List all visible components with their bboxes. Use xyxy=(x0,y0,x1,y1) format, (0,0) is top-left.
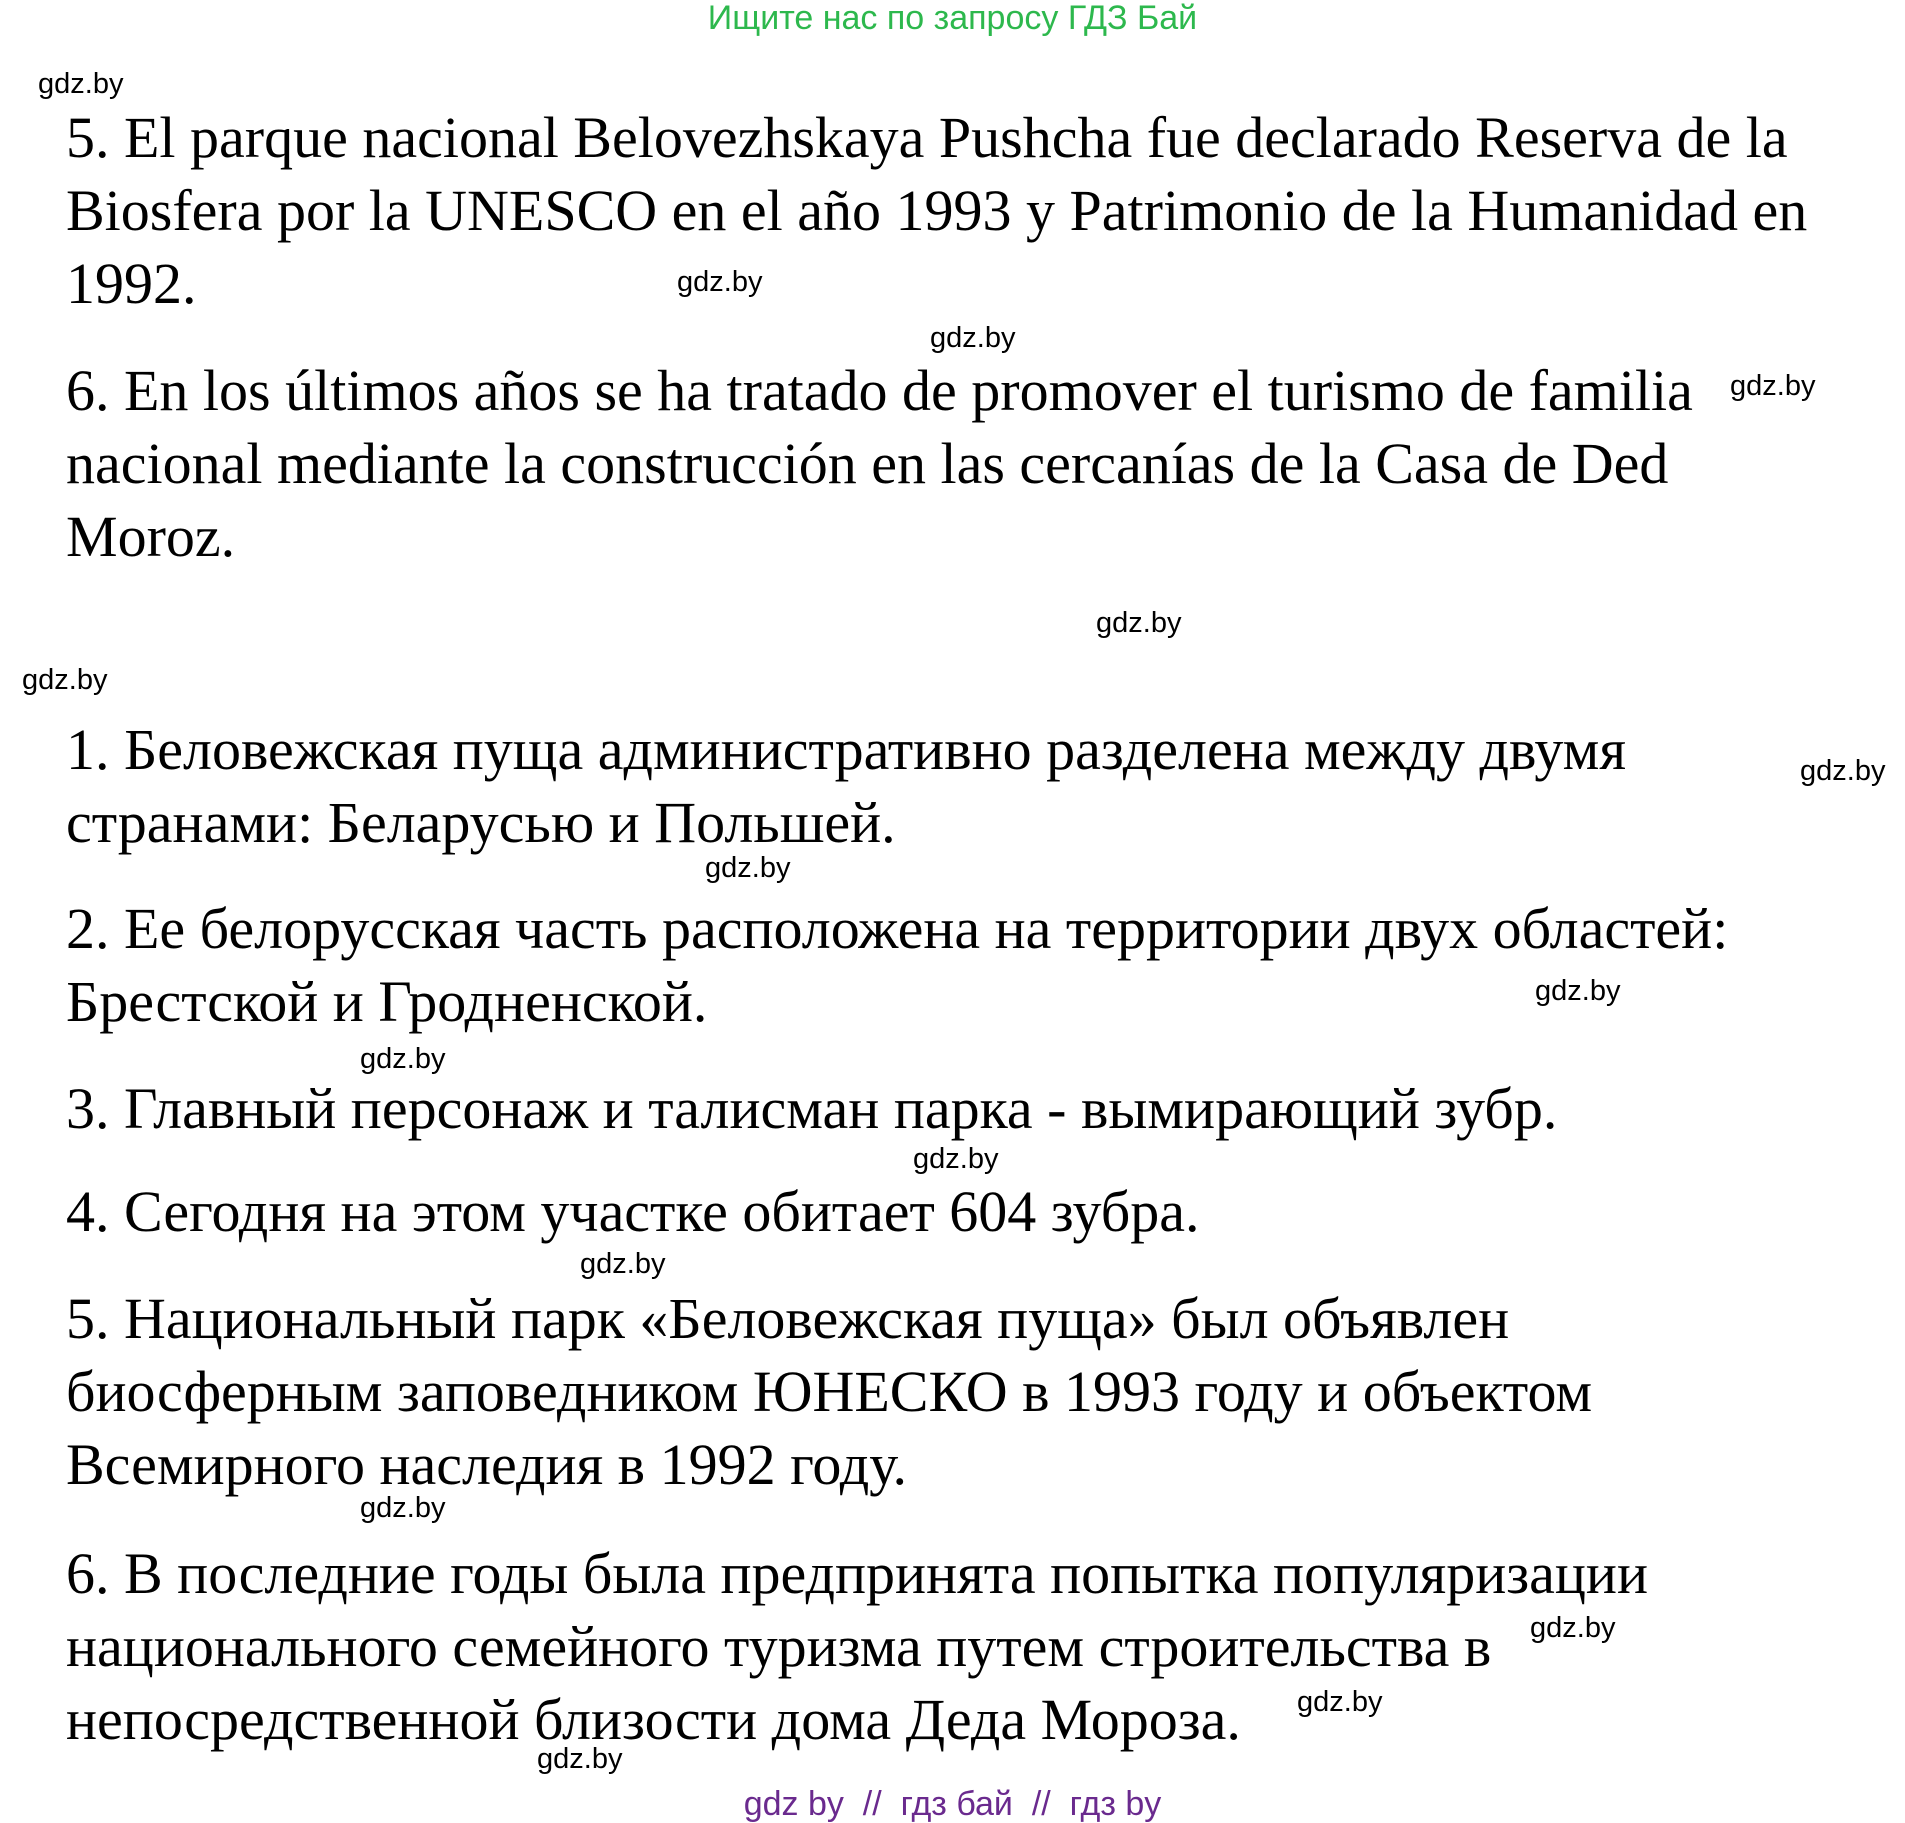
watermark: gdz.by xyxy=(1530,1612,1616,1644)
watermark: gdz.by xyxy=(22,664,108,696)
watermark: gdz.by xyxy=(913,1143,999,1175)
watermark: gdz.by xyxy=(1297,1686,1383,1718)
watermark: gdz.by xyxy=(360,1492,446,1524)
text-line: 3. Главный персонаж и талисман парка - вымирающий зубр. xyxy=(66,1076,1558,1141)
watermark: gdz.by xyxy=(537,1743,623,1775)
watermark: gdz.by xyxy=(930,322,1016,354)
text-line: 1. Беловежская пуща административно разделена между двумя xyxy=(66,717,1627,782)
text-line: 6. En los últimos años se ha tratado de promover el turismo de familia xyxy=(66,358,1693,423)
text-line: 6. В последние годы была предпринята попытка популяризации xyxy=(66,1541,1649,1606)
text-line: национального семейного туризма путем строительства в xyxy=(66,1614,1492,1679)
header-banner: Ищите нас по запросу ГДЗ Бай xyxy=(707,0,1198,37)
text-line: странами: Беларусью и Польшей. xyxy=(66,790,896,855)
watermark: gdz.by xyxy=(677,266,763,298)
ru-paragraph-5 xyxy=(66,1282,1592,1501)
text-line: 2. Ее белорусская часть расположена на территории двух областей: xyxy=(66,896,1729,961)
watermark: gdz.by xyxy=(580,1248,666,1280)
ru-paragraph-2 xyxy=(66,892,1728,1038)
text-line: 5. El parque nacional Belovezhskaya Pushcha fue declarado Reserva de la xyxy=(66,105,1788,170)
ru-paragraph-6 xyxy=(66,1537,1648,1756)
text-line: 4. Сегодня на этом участке обитает 604 зубра. xyxy=(66,1179,1200,1244)
text-line: Moroz. xyxy=(66,504,236,569)
ru-paragraph-1 xyxy=(66,713,1626,859)
text-line: Брестской и Гродненской. xyxy=(66,969,708,1034)
footer-banner: gdz by // гдз бай // гдз by xyxy=(743,1785,1162,1823)
watermark: gdz.by xyxy=(360,1043,446,1075)
es-paragraph-6 xyxy=(66,354,1693,573)
text-line: Всемирного наследия в 1992 году. xyxy=(66,1432,907,1497)
ru-paragraph-3 xyxy=(66,1072,1557,1145)
text-line: Biosfera por la UNESCO en el año 1993 y Patrimonio de la Humanidad en xyxy=(66,178,1808,243)
text-line: 1992. xyxy=(66,251,197,316)
watermark: gdz.by xyxy=(1535,975,1621,1007)
text-line: непосредственной близости дома Деда Мороза. xyxy=(66,1687,1241,1752)
text-line: nacional mediante la construcción en las cercanías de la Casa de Ded xyxy=(66,431,1669,496)
ru-paragraph-4 xyxy=(66,1175,1200,1248)
es-paragraph-5 xyxy=(66,101,1807,320)
watermark: gdz.by xyxy=(38,68,124,100)
text-line: биосферным заповедником ЮНЕСКО в 1993 году и объектом xyxy=(66,1359,1593,1424)
watermark: gdz.by xyxy=(1096,607,1182,639)
watermark: gdz.by xyxy=(1730,370,1816,402)
text-line: 5. Национальный парк «Беловежская пуща» был объявлен xyxy=(66,1286,1510,1351)
watermark: gdz.by xyxy=(1800,755,1886,787)
watermark: gdz.by xyxy=(705,852,791,884)
